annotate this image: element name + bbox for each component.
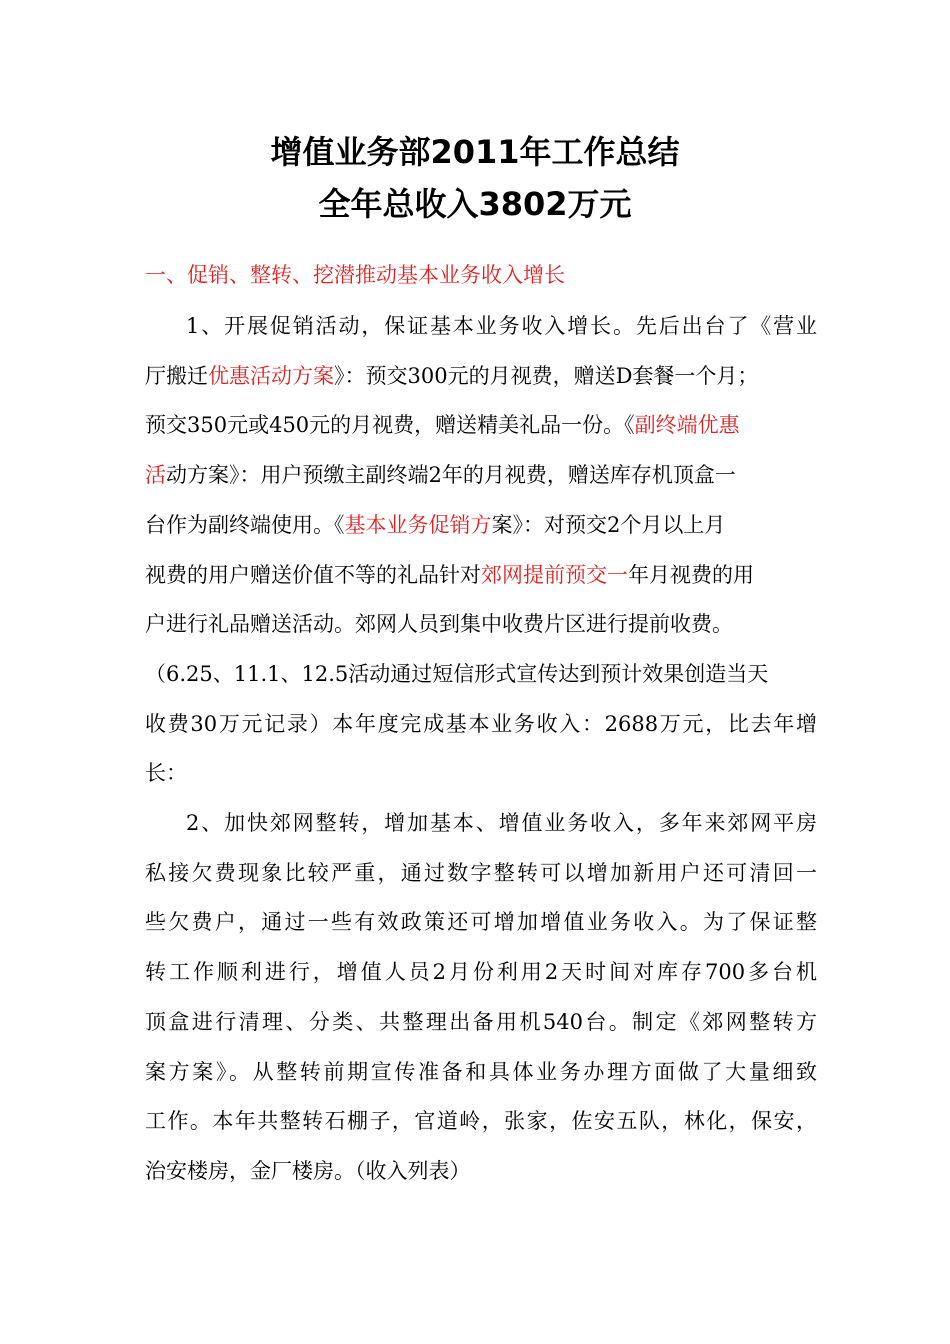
highlight-text: 活: [145, 463, 166, 487]
paragraph-line: 些欠费户，通过一些有效政策还可增加增值业务收入。为了保证整: [145, 910, 817, 934]
paragraph-line: 长：: [145, 761, 187, 785]
highlight-text: 基本业务促销方: [344, 513, 492, 537]
paragraph-line: 2、加快郊网整转，增加基本、增值业务收入，多年来郊网平房: [186, 811, 817, 835]
paragraph-line: 收费30万元记录）本年度完成基本业务收入：2688万元，比去年增: [145, 712, 817, 736]
highlight-text: 郊网提前预交一: [481, 563, 628, 587]
text-run: 案》：对预交2个月以上月: [491, 513, 726, 537]
paragraph-line: 1、开展促销活动，保证基本业务收入增长。先后出台了《营业: [186, 314, 817, 338]
paragraph-line: 户进行礼品赠送活动。郊网人员到集中收费片区进行提前收费。: [145, 612, 733, 636]
paragraph-line: [145, 558, 754, 592]
text-run: 台作为副终端使用。《: [145, 513, 345, 537]
paragraph-line: [145, 359, 758, 393]
highlight-text: 优惠活动方案: [208, 364, 334, 388]
document-subtitle: 全年总收入3802万元: [318, 185, 632, 223]
text-run: 视费的用户赠送价值不等的礼品针对: [145, 563, 481, 587]
paragraph-line: 治安楼房，金厂楼房。（收入列表）: [145, 1159, 471, 1183]
highlight-text: 副终端优惠: [634, 413, 740, 437]
paragraph-line: （6.25、11.1、12.5活动通过短信形式宣传达到预计效果创造当天: [145, 662, 769, 686]
text-run: 动方案》：用户预缴主副终端2年的月视费，赠送库存机顶盒一: [166, 463, 736, 487]
paragraph-line: [145, 408, 740, 442]
paragraph-line: [145, 458, 736, 492]
paragraph-line: 顶盒进行清理、分类、共整理出备用机540台。制定《郊网整转方: [145, 1010, 817, 1034]
text-run: 预交350元或450元的月视费，赠送精美礼品一份。《: [145, 413, 635, 437]
text-run: 》：预交300元的月视费，赠送D套餐一个月；: [334, 364, 759, 388]
paragraph-line: 转工作顺利进行，增值人员2月份利用2天时间对库存700多台机: [145, 960, 817, 984]
text-run: 厅搬迁: [145, 364, 208, 388]
paragraph-line: 工作。本年共整转石棚子，官道岭，张家，佐安五队，林化，保安，: [145, 1109, 817, 1133]
paragraph-line: 私接欠费现象比较严重，通过数字整转可以增加新用户还可清回一: [145, 861, 817, 885]
document-title: 增值业务部2011年工作总结: [270, 133, 680, 171]
text-run: 年月视费的用: [628, 563, 754, 587]
paragraph-line: [145, 508, 725, 542]
section-heading: 一、促销、整转、挖潜推动基本业务收入增长: [145, 263, 565, 287]
paragraph-line: 案方案》。从整转前期宣传准备和具体业务办理方面做了大量细致: [145, 1060, 817, 1084]
